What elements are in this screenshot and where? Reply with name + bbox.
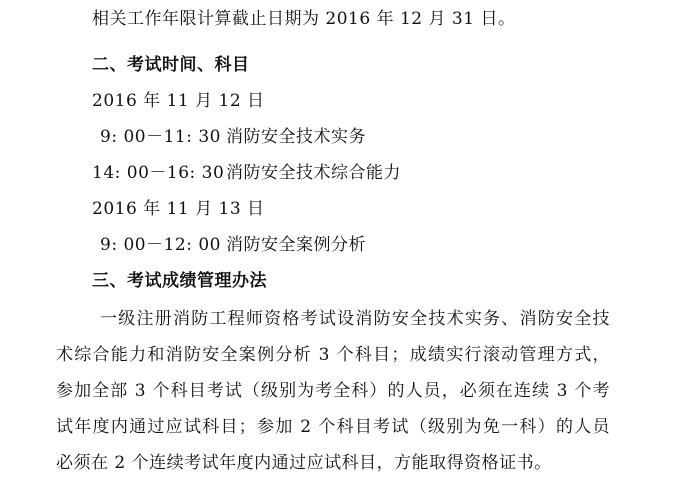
session-time: 9: 00－11: 30	[100, 127, 221, 147]
paragraph-line: 术综合能力和消防安全案例分析 3 个科目；成绩实行滚动管理方式，	[56, 345, 610, 365]
exam-date-2: 2016 年 11 月 13 日	[92, 199, 265, 219]
paragraph-line: 必须在 2 个连续考试年度内通过应试科目，方能取得资格证书。	[56, 453, 552, 473]
session-time: 9: 00－12: 00	[100, 235, 221, 255]
paragraph-line: 一级注册消防工程师资格考试设消防安全技术实务、消防安全技	[100, 309, 610, 329]
session-time: 14: 00－16: 30	[92, 163, 225, 183]
session-subject: 消防安全技术实务	[226, 127, 366, 147]
session-subject: 消防安全案例分析	[226, 235, 366, 255]
paragraph-line: 参加全部 3 个科目考试（级别为考全科）的人员，必须在连续 3 个考	[56, 381, 610, 401]
section-2-heading: 二、考试时间、科目	[92, 55, 250, 75]
session-subject: 消防安全技术综合能力	[226, 163, 401, 183]
section-3-heading: 三、考试成绩管理办法	[92, 271, 267, 291]
paragraph-line: 试年度内通过应试科目；参加 2 个科目考试（级别为免一科）的人员	[56, 417, 610, 437]
intro-line: 相关工作年限计算截止日期为 2016 年 12 月 31 日。	[92, 9, 516, 29]
exam-date-1: 2016 年 11 月 12 日	[92, 91, 265, 111]
